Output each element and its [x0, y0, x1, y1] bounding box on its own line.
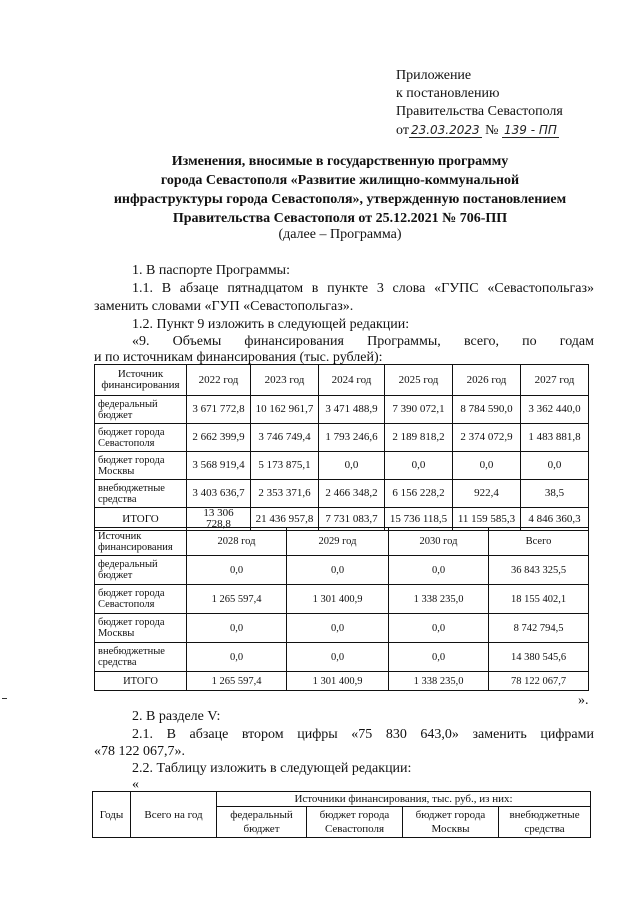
paragraph-1-2: 1.2. Пункт 9 изложить в следующей редакции:: [132, 317, 410, 332]
row-source: бюджет города Севастополя: [95, 585, 187, 614]
paragraph-2-1-line1: 2.1. В абзаце втором цифры «75 830 643,0» заменить цифрами: [132, 727, 594, 742]
paragraph-1-1-line2: заменить словами «ГУП «Севастопольгаз».: [94, 299, 354, 314]
table-cell: 3 671 772,8: [187, 396, 251, 424]
table-cell: 0,0: [453, 452, 521, 480]
handwritten-number: 139 - ПП: [504, 123, 557, 137]
column-header-total: Всего на год: [131, 792, 217, 838]
column-header: 2027 год: [521, 365, 589, 396]
table-cell: 78 122 067,7: [489, 672, 589, 691]
title-line-4: Правительства Севастополя от 25.12.2021 № 706-ПП: [172, 211, 508, 226]
column-header: 2030 год: [389, 528, 489, 556]
table-cell: 1 483 881,8: [521, 424, 589, 452]
table-row: [95, 556, 589, 585]
table-cell: 3 568 919,4: [187, 452, 251, 480]
column-header: 2024 год: [319, 365, 385, 396]
document-subtitle: (далее – Программа): [278, 227, 402, 242]
table-cell: 14 380 545,6: [489, 643, 589, 672]
title-line-1: Изменения, вносимые в государственную программу: [171, 154, 509, 169]
paragraph-2: 2. В разделе V:: [132, 709, 221, 724]
row-source: ИТОГО: [95, 508, 187, 531]
table-cell: 1 338 235,0: [389, 672, 489, 691]
table-row: [95, 396, 589, 424]
table-cell: 36 843 325,5: [489, 556, 589, 585]
table-cell: 2 374 072,9: [453, 424, 521, 452]
row-source: бюджет города Москвы: [95, 614, 187, 643]
handwritten-date: 23.03.2023: [410, 123, 480, 137]
table-cell: 0,0: [187, 614, 287, 643]
table-cell: 2 466 348,2: [319, 480, 385, 508]
government-label: Правительства Севастополя: [396, 104, 563, 119]
appendix-label: Приложение: [396, 68, 472, 83]
addressee-block: [396, 67, 563, 140]
column-header-years: Годы: [93, 792, 131, 838]
column-header: Источник финансирования: [95, 528, 187, 556]
row-source: внебюджетные средства: [95, 643, 187, 672]
paragraph-9-line1: «9. Объемы финансирования Программы, всего, по годам: [132, 334, 594, 349]
table-cell: 21 436 957,8: [251, 508, 319, 531]
column-header: 2026 год: [453, 365, 521, 396]
column-header: бюджет города Москвы: [403, 807, 499, 838]
paragraph-1-1-line1: 1.1. В абзаце пятнадцатом в пункте 3 слова «ГУПС «Севастопольгаз»: [132, 281, 594, 296]
table-cell: 7 731 083,7: [319, 508, 385, 531]
table-cell: 15 736 118,5: [385, 508, 453, 531]
table-cell: 18 155 402,1: [489, 585, 589, 614]
table-cell: 7 390 072,1: [385, 396, 453, 424]
table-cell: 1 265 597,4: [187, 585, 287, 614]
paragraph-1: 1. В паспорте Программы:: [132, 263, 290, 278]
row-source: федеральный бюджет: [95, 556, 187, 585]
table-cell: 4 846 360,3: [521, 508, 589, 531]
table-row: [95, 614, 589, 643]
number-prefix: №: [485, 123, 499, 138]
title-line-2: города Севастополя «Развитие жилищно-коммунальной: [160, 173, 520, 188]
table-cell: 0,0: [287, 614, 389, 643]
column-header: внебюджетные средства: [499, 807, 591, 838]
financing-table-by-year: [92, 791, 591, 838]
table-cell: 0,0: [521, 452, 589, 480]
table-cell: 0,0: [187, 643, 287, 672]
column-header: Источник финансирования: [95, 365, 187, 396]
table-cell: 0,0: [287, 643, 389, 672]
margin-mark: [2, 698, 7, 699]
table-cell: 11 159 585,3: [453, 508, 521, 531]
table-header-row: [95, 528, 589, 556]
column-header: 2023 год: [251, 365, 319, 396]
table-row: [95, 480, 589, 508]
document-title: [90, 152, 590, 228]
column-header: Всего: [489, 528, 589, 556]
table-total-row: [95, 672, 589, 691]
title-line-3: инфраструктуры города Севастополя», утвержденную постановлением: [113, 192, 567, 207]
table-header-row: [95, 365, 589, 396]
table-header-row: [93, 792, 591, 807]
table-cell: 3 403 636,7: [187, 480, 251, 508]
table-row: [95, 452, 589, 480]
table-row: [95, 585, 589, 614]
paragraph-9-line2: и по источникам финансирования (тыс. рублей):: [94, 350, 383, 365]
table-cell: 0,0: [389, 643, 489, 672]
closing-quote: ».: [578, 693, 589, 708]
table-cell: 3 746 749,4: [251, 424, 319, 452]
paragraph-2-2: 2.2. Таблицу изложить в следующей редакции:: [132, 761, 412, 776]
column-header: 2029 год: [287, 528, 389, 556]
table-cell: 1 338 235,0: [389, 585, 489, 614]
table-cell: 10 162 961,7: [251, 396, 319, 424]
column-header: федеральный бюджет: [217, 807, 307, 838]
opening-quote: «: [132, 777, 139, 792]
date-prefix: от: [396, 123, 409, 138]
column-header: 2025 год: [385, 365, 453, 396]
table-cell: 0,0: [385, 452, 453, 480]
table-cell: 1 793 246,6: [319, 424, 385, 452]
column-group-header: Источники финансирования, тыс. руб., из них:: [217, 792, 591, 807]
financing-table-2022-2027: [94, 364, 589, 531]
table-cell: 0,0: [389, 614, 489, 643]
column-header: 2022 год: [187, 365, 251, 396]
table-cell: 8 784 590,0: [453, 396, 521, 424]
table-cell: 0,0: [319, 452, 385, 480]
table-cell: 922,4: [453, 480, 521, 508]
table-cell: 8 742 794,5: [489, 614, 589, 643]
financing-table-2028-2030: [94, 527, 589, 691]
table-cell: 1 265 597,4: [187, 672, 287, 691]
table-cell: 0,0: [187, 556, 287, 585]
table-cell: 2 189 818,2: [385, 424, 453, 452]
table-cell: 3 471 488,9: [319, 396, 385, 424]
table-cell: 3 362 440,0: [521, 396, 589, 424]
row-source: бюджет города Севастополя: [95, 424, 187, 452]
table-cell: 2 353 371,6: [251, 480, 319, 508]
row-source: бюджет города Москвы: [95, 452, 187, 480]
table-row: [95, 643, 589, 672]
table-cell: 5 173 875,1: [251, 452, 319, 480]
table-row: [95, 424, 589, 452]
row-source: внебюджетные средства: [95, 480, 187, 508]
table-cell: 13 306 728,8: [187, 508, 251, 531]
table-cell: 6 156 228,2: [385, 480, 453, 508]
table-cell: 2 662 399,9: [187, 424, 251, 452]
resolution-label: к постановлению: [396, 86, 500, 101]
row-source: ИТОГО: [95, 672, 187, 691]
paragraph-2-1-line2: «78 122 067,7».: [94, 744, 185, 759]
date-number-line: [396, 121, 563, 140]
column-header: бюджет города Севастополя: [307, 807, 403, 838]
table-cell: 0,0: [287, 556, 389, 585]
table-cell: 0,0: [389, 556, 489, 585]
table-cell: 1 301 400,9: [287, 672, 389, 691]
row-source: федеральный бюджет: [95, 396, 187, 424]
column-header: 2028 год: [187, 528, 287, 556]
table-cell: 38,5: [521, 480, 589, 508]
table-cell: 1 301 400,9: [287, 585, 389, 614]
